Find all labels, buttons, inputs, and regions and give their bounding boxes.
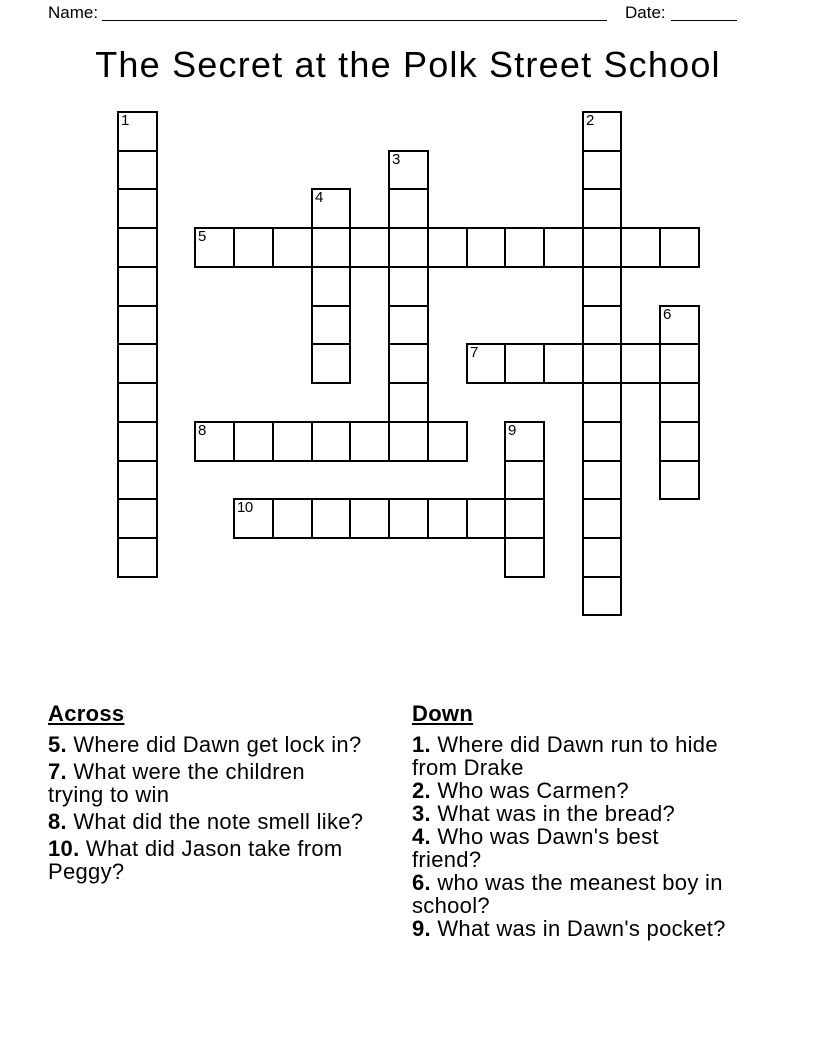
clue-number: 3.: [412, 801, 431, 826]
clue-number: 7.: [48, 759, 67, 784]
across-clue-5: 5. Where did Dawn get lock in?: [48, 732, 362, 757]
crossword-cell[interactable]: [582, 227, 622, 268]
crossword-cell[interactable]: [543, 227, 584, 268]
crossword-cell[interactable]: [311, 343, 351, 384]
crossword-cell[interactable]: [272, 421, 313, 462]
crossword-cell[interactable]: [311, 188, 351, 229]
crossword-cell[interactable]: [504, 460, 545, 500]
crossword-cell[interactable]: [117, 460, 158, 500]
crossword-cell[interactable]: [388, 150, 429, 190]
crossword-cell[interactable]: [311, 498, 351, 539]
down-clues-section: [412, 701, 782, 940]
cell-number: 9: [508, 422, 516, 439]
crossword-cell[interactable]: [582, 150, 622, 190]
crossword-cell[interactable]: [466, 343, 506, 384]
crossword-cell[interactable]: [582, 421, 622, 462]
clue-number: 10.: [48, 836, 80, 861]
crossword-cell[interactable]: [582, 266, 622, 307]
across-clue-list: [48, 733, 398, 883]
cell-number: 10: [237, 499, 253, 516]
cell-number: 7: [470, 344, 478, 361]
down-clue-6: 6. who was the meanest boy in school?: [412, 870, 723, 918]
crossword-cell[interactable]: [659, 460, 700, 500]
crossword-cell[interactable]: [543, 343, 584, 384]
crossword-cell[interactable]: [349, 421, 390, 462]
cell-number: 6: [663, 306, 671, 323]
across-heading: Across: [48, 701, 125, 726]
crossword-cell[interactable]: [582, 382, 622, 423]
crossword-cell[interactable]: [620, 227, 661, 268]
crossword-cell[interactable]: [388, 227, 429, 268]
down-clue-list: [412, 733, 782, 940]
crossword-cell[interactable]: [311, 266, 351, 307]
crossword-cell[interactable]: [194, 227, 235, 268]
crossword-cell[interactable]: [427, 498, 468, 539]
clue-number: 1.: [412, 732, 431, 757]
crossword-cell[interactable]: [620, 343, 661, 384]
down-clue-1: 1. Where did Dawn run to hide from Drake: [412, 732, 718, 780]
date-label: Date:: [625, 3, 666, 22]
crossword-cell[interactable]: [117, 498, 158, 539]
clue-number: 5.: [48, 732, 67, 757]
crossword-cell[interactable]: [388, 305, 429, 345]
crossword-cell[interactable]: [582, 576, 622, 616]
name-label: Name:: [48, 3, 99, 22]
crossword-cell[interactable]: [659, 421, 700, 462]
crossword-cell[interactable]: [117, 537, 158, 578]
down-clue-9: 9. What was in Dawn's pocket?: [412, 916, 726, 941]
crossword-cell[interactable]: [117, 188, 158, 229]
crossword-cell[interactable]: [117, 111, 158, 152]
cell-number: 8: [198, 422, 206, 439]
crossword-cell[interactable]: [233, 227, 274, 268]
down-clue-3: 3. What was in the bread?: [412, 801, 676, 826]
crossword-cell[interactable]: [388, 498, 429, 539]
crossword-cell[interactable]: [504, 227, 545, 268]
crossword-cell[interactable]: [117, 305, 158, 345]
crossword-cell[interactable]: [582, 460, 622, 500]
across-clues-section: [48, 701, 398, 887]
clue-number: 2.: [412, 778, 431, 803]
crossword-cell[interactable]: [504, 343, 545, 384]
crossword-cell[interactable]: [117, 266, 158, 307]
crossword-cell[interactable]: [388, 382, 429, 423]
crossword-cell[interactable]: [582, 343, 622, 384]
clue-number: 4.: [412, 824, 431, 849]
across-clue-10: 10. What did Jason take from Peggy?: [48, 836, 343, 884]
crossword-cell[interactable]: [582, 111, 622, 152]
crossword-cell[interactable]: [388, 266, 429, 307]
crossword-cell[interactable]: [117, 382, 158, 423]
page-title: The Secret at the Polk Street School: [95, 44, 721, 85]
crossword-cell[interactable]: [349, 498, 390, 539]
crossword-cell[interactable]: [349, 227, 390, 268]
crossword-cell[interactable]: [233, 498, 274, 539]
crossword-cell[interactable]: [388, 343, 429, 384]
crossword-cell[interactable]: [117, 421, 158, 462]
cell-number: 3: [392, 151, 400, 168]
down-clue-4: 4. Who was Dawn's best friend?: [412, 824, 659, 872]
crossword-cell[interactable]: [466, 498, 506, 539]
crossword-cell[interactable]: [388, 421, 429, 462]
crossword-cell[interactable]: [582, 537, 622, 578]
cell-number: 2: [586, 112, 594, 129]
crossword-cell[interactable]: [466, 227, 506, 268]
down-clue-2: 2. Who was Carmen?: [412, 778, 629, 803]
crossword-cell[interactable]: [311, 227, 351, 268]
cell-number: 5: [198, 228, 206, 245]
crossword-cell[interactable]: [659, 343, 700, 384]
crossword-cell[interactable]: [659, 382, 700, 423]
crossword-cell[interactable]: [427, 421, 468, 462]
crossword-cell[interactable]: [659, 227, 700, 268]
crossword-cell[interactable]: [582, 498, 622, 539]
crossword-cell[interactable]: [117, 227, 158, 268]
across-clue-7: 7. What were the children trying to win: [48, 759, 305, 807]
crossword-cell[interactable]: [504, 537, 545, 578]
crossword-cell[interactable]: [504, 421, 545, 462]
crossword-cell[interactable]: [311, 305, 351, 345]
clue-number: 8.: [48, 809, 67, 834]
clue-number: 6.: [412, 870, 431, 895]
crossword-cell[interactable]: [194, 421, 235, 462]
crossword-cell[interactable]: [233, 421, 274, 462]
crossword-cell[interactable]: [388, 188, 429, 229]
crossword-cell[interactable]: [311, 421, 351, 462]
crossword-cell[interactable]: [117, 343, 158, 384]
cell-number: 4: [315, 189, 323, 206]
down-heading: Down: [412, 701, 474, 726]
clue-number: 9.: [412, 916, 431, 941]
crossword-cell[interactable]: [272, 227, 313, 268]
across-clue-8: 8. What did the note smell like?: [48, 809, 364, 834]
crossword-cell[interactable]: [659, 305, 700, 345]
cell-number: 1: [121, 112, 129, 129]
crossword-cell[interactable]: [582, 188, 622, 229]
crossword-cell[interactable]: [504, 498, 545, 539]
crossword-cell[interactable]: [117, 150, 158, 190]
crossword-cell[interactable]: [582, 305, 622, 345]
crossword-cell[interactable]: [427, 227, 468, 268]
crossword-cell[interactable]: [272, 498, 313, 539]
